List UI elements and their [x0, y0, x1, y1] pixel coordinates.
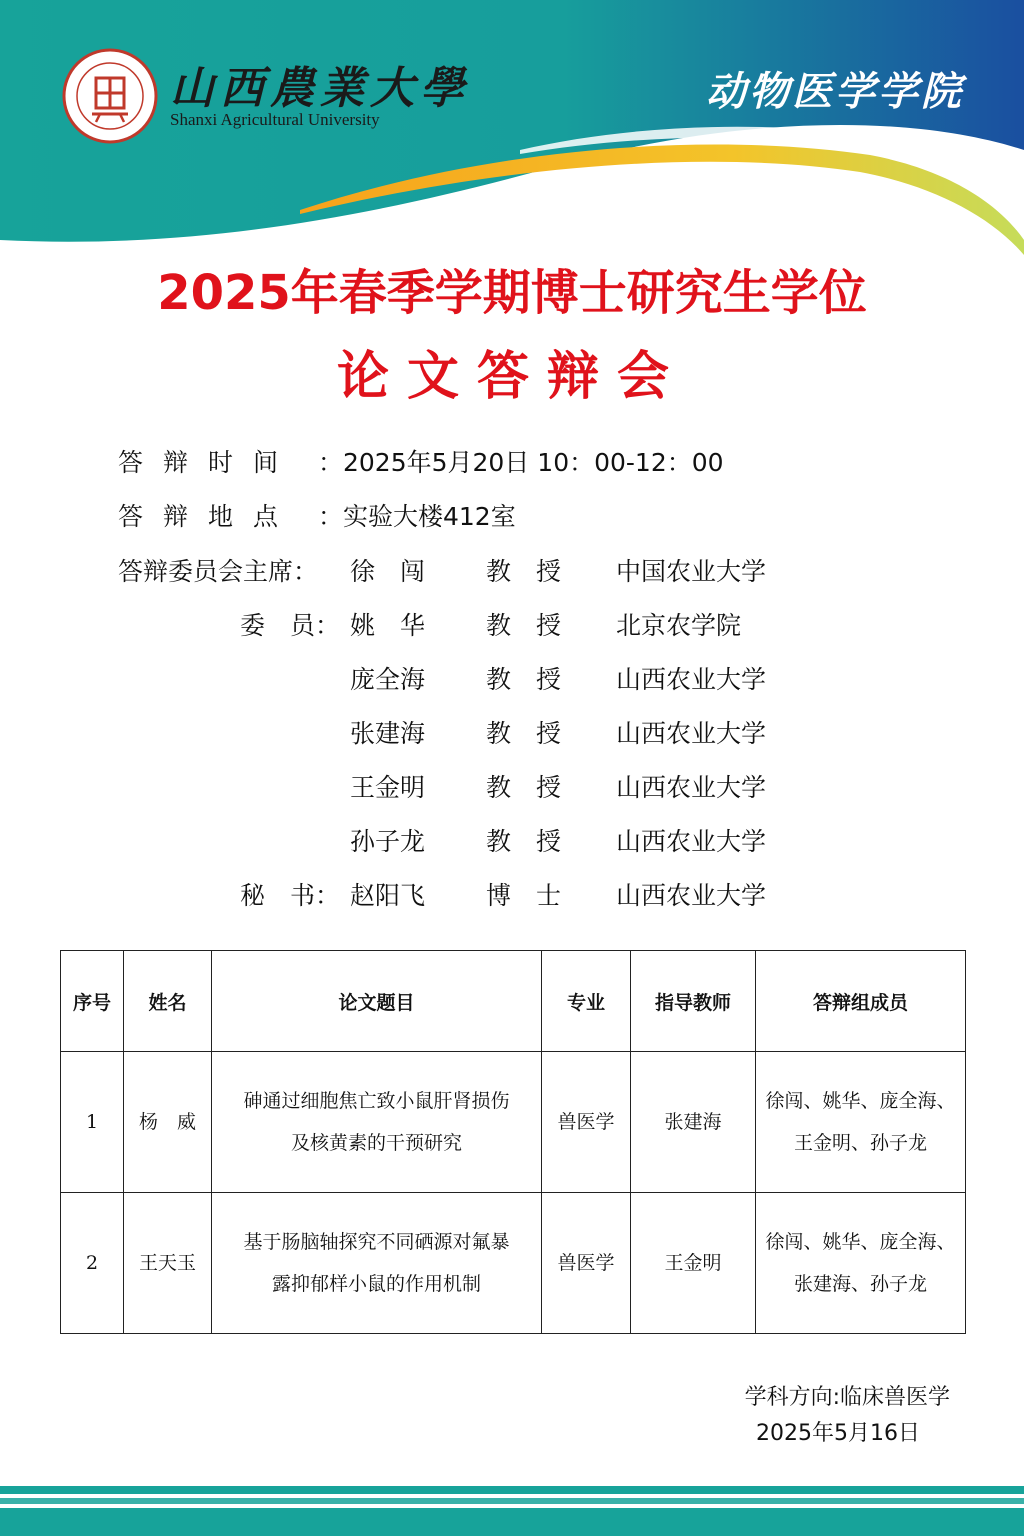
college-name: 动物医学学院 — [706, 69, 964, 115]
committee-org: 山西农业大学 — [616, 665, 767, 694]
committee-title: 教 授 — [486, 719, 562, 748]
committee-name: 孙子龙 — [350, 827, 426, 856]
committee-title: 教 授 — [486, 557, 562, 586]
table-row — [61, 1193, 966, 1334]
committee-title: 博 士 — [486, 881, 562, 910]
members-label: 委 员： — [240, 611, 341, 640]
cell-committee — [756, 1052, 966, 1193]
cell-no: 2 — [61, 1193, 124, 1334]
cell-name: 杨 威 — [124, 1052, 212, 1193]
header-thesis-title: 论文题目 — [212, 951, 542, 1052]
committee-org: 山西农业大学 — [616, 827, 767, 856]
committee-name: 赵阳飞 — [350, 881, 426, 910]
committee-name: 姚 华 — [350, 611, 426, 640]
cell-major: 兽医学 — [542, 1193, 631, 1334]
university-seal-icon — [62, 48, 158, 144]
thesis-title-line: 露抑郁样小鼠的作用机制 — [271, 1273, 481, 1295]
committee-line: 王金明、孙子龙 — [793, 1132, 927, 1154]
committee-name: 王金明 — [350, 773, 426, 802]
committee-org: 山西农业大学 — [616, 719, 767, 748]
committee-name: 张建海 — [350, 719, 426, 748]
page-title-line2: 论文答辩会 — [336, 347, 687, 407]
committee-title: 教 授 — [486, 827, 562, 856]
header-name: 姓名 — [124, 951, 212, 1052]
cell-committee — [756, 1193, 966, 1334]
committee-title: 教 授 — [486, 773, 562, 802]
university-name-en: Shanxi Agricultural University — [170, 110, 380, 129]
cell-name: 王天玉 — [124, 1193, 212, 1334]
page-title-line1: 2025年春季学期博士研究生学位 — [157, 265, 867, 321]
committee-org: 北京农学院 — [616, 611, 742, 640]
committee-org: 山西农业大学 — [616, 773, 767, 802]
place-label: 答辩地点 — [118, 502, 299, 531]
time-value: ：2025年5月20日 10：00-12：00 — [318, 448, 724, 477]
defense-table — [60, 950, 965, 1334]
committee-line: 张建海、孙子龙 — [793, 1273, 927, 1295]
thesis-title-line: 及核黄素的干预研究 — [290, 1132, 462, 1154]
thesis-title-line: 砷通过细胞焦亡致小鼠肝肾损伤 — [243, 1090, 510, 1112]
header-advisor: 指导教师 — [631, 951, 756, 1052]
cell-advisor: 王金明 — [631, 1193, 756, 1334]
committee-name: 庞全海 — [350, 665, 426, 694]
cell-thesis-title — [212, 1193, 542, 1334]
secretary-label: 秘 书： — [240, 881, 341, 910]
place-value: ：实验大楼412室 — [318, 502, 516, 531]
cell-advisor: 张建海 — [631, 1052, 756, 1193]
issue-date: 2025年5月16日 — [756, 1421, 920, 1446]
cell-thesis-title — [212, 1052, 542, 1193]
cell-major: 兽医学 — [542, 1052, 631, 1193]
committee-org: 山西农业大学 — [616, 881, 767, 910]
table-header-row — [61, 951, 966, 1052]
discipline-direction: 学科方向:临床兽医学 — [744, 1385, 950, 1410]
time-label: 答辩时间 — [118, 448, 299, 477]
table-row — [61, 1052, 966, 1193]
committee-name: 徐 闯 — [350, 557, 426, 586]
thesis-title-line: 基于肠脑轴探究不同硒源对氟暴 — [243, 1231, 510, 1253]
committee-title: 教 授 — [486, 611, 562, 640]
chair-label: 答辩委员会主席： — [118, 557, 319, 586]
header-committee: 答辩组成员 — [756, 951, 966, 1052]
cell-no: 1 — [61, 1052, 124, 1193]
university-name-cn: 山西農業大學 — [170, 63, 470, 114]
committee-org: 中国农业大学 — [616, 557, 767, 586]
committee-line: 徐闯、姚华、庞全海、 — [765, 1090, 956, 1112]
header-major: 专业 — [542, 951, 631, 1052]
footer-stripes — [0, 1486, 1024, 1536]
header-no: 序号 — [61, 951, 124, 1052]
committee-line: 徐闯、姚华、庞全海、 — [765, 1231, 956, 1253]
committee-title: 教 授 — [486, 665, 562, 694]
